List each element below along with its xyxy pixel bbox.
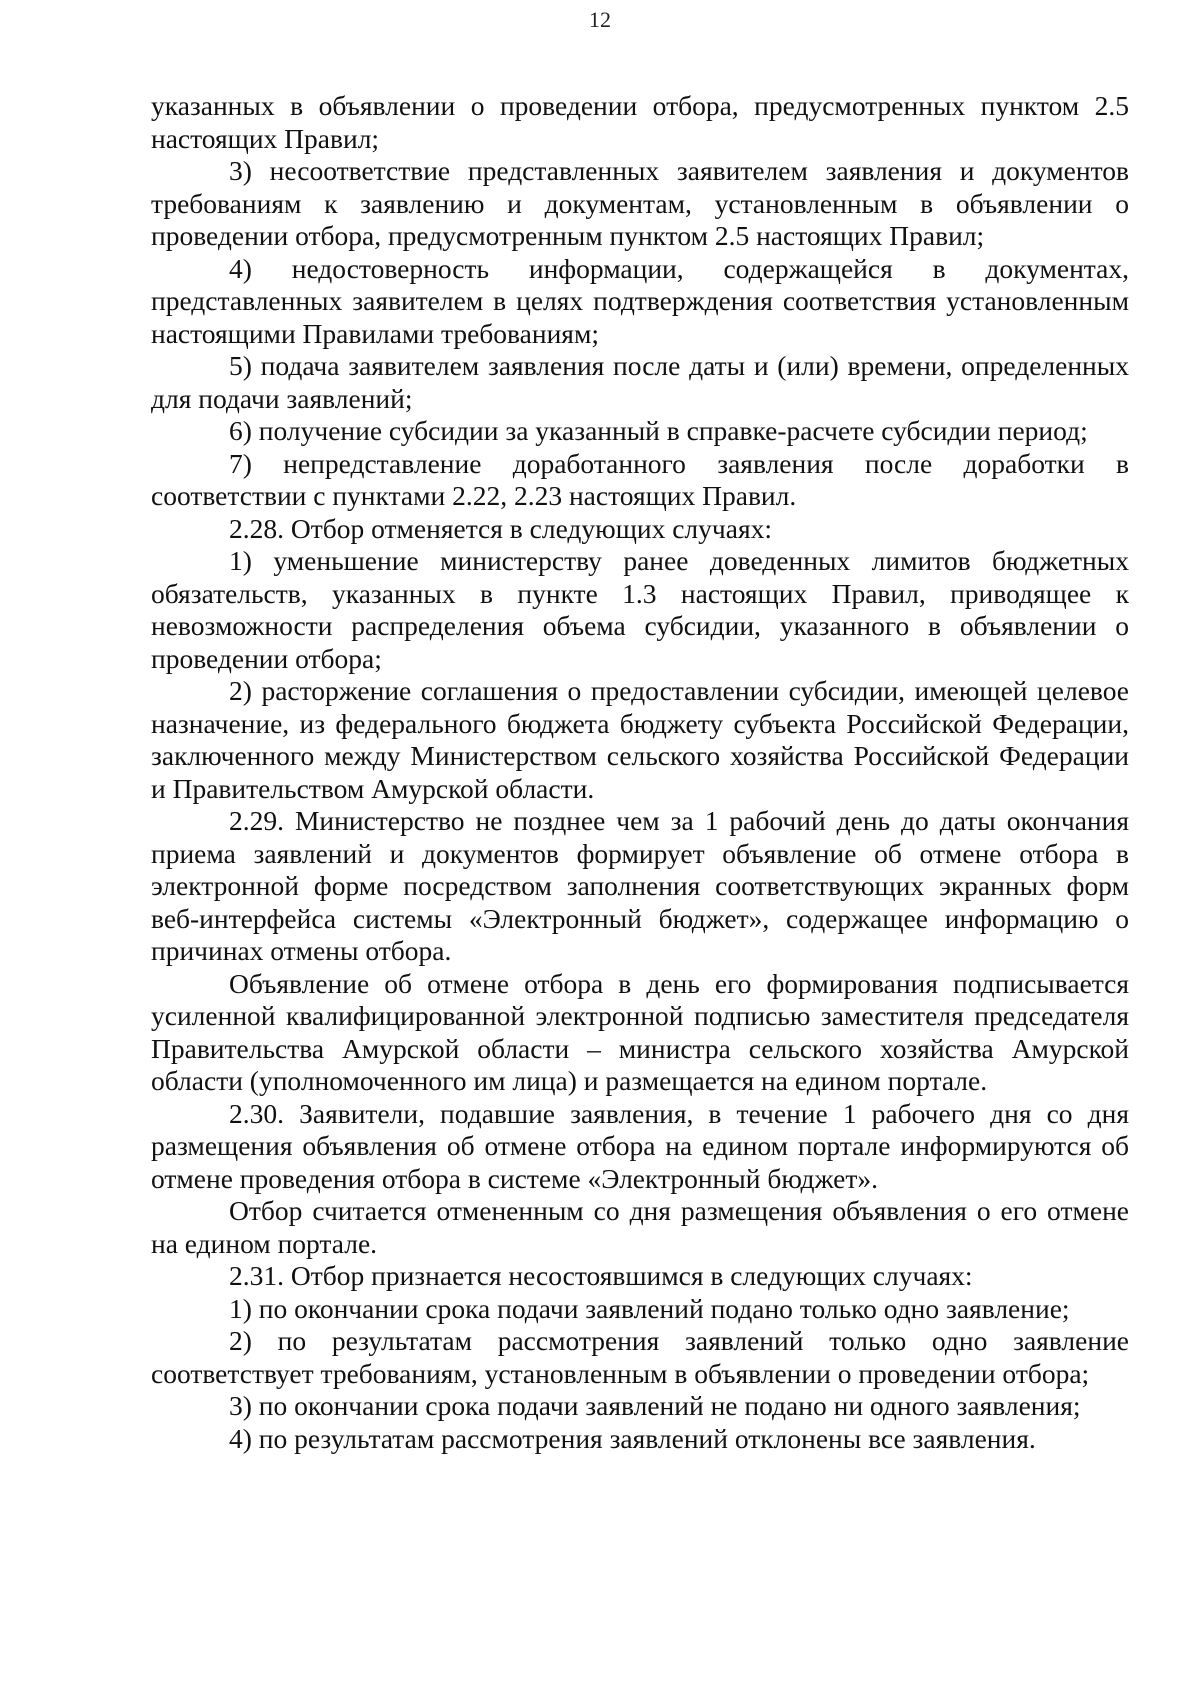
paragraph-7: 2.28. Отбор отменяется в следующих случаях: bbox=[229, 512, 772, 544]
paragraph-4: 5) подача заявителем заявления после даты и (или) времени, определенных для подачи заявлений; bbox=[151, 350, 1129, 414]
paragraph-15: 1) по окончании срока подачи заявлений подано только одно заявление; bbox=[229, 1292, 1070, 1324]
paragraph-10: 2.29. Министерство не позднее чем за 1 рабочий день до даты окончания приема заявлений и документов формирует объявление об отмене отбора в электронной форме посредством заполнения соответствующих экранных форм веб-интерфейса системы «Электронный бюджет», содержащее информацию о причинах отмены отбора. bbox=[151, 805, 1129, 966]
page-number: 12 bbox=[589, 7, 611, 32]
document-body bbox=[151, 90, 1129, 1455]
paragraph-1: указанных в объявлении о проведении отбора, предусмотренных пунктом 2.5 настоящих Правил; bbox=[151, 90, 1129, 154]
paragraph-12: 2.30. Заявители, подавшие заявления, в течение 1 рабочего дня со дня размещения объявления об отмене отбора на едином портале информируются об отмене проведения отбора в системе «Электронный бюджет». bbox=[151, 1097, 1129, 1194]
paragraph-16: 2) по результатам рассмотрения заявлений только одно заявление соответствует требованиям, установленным в объявлении о проведении отбора; bbox=[151, 1325, 1129, 1389]
paragraph-5: 6) получение субсидии за указанный в справке-расчете субсидии период; bbox=[229, 415, 1088, 446]
paragraph-8: 1) уменьшение министерству ранее доведенных лимитов бюджетных обязательств, указанных в пункте 1.3 настоящих Правил, приводящее к невозможности распределения объема субсидии, указанного в объявлении о проведении отбора; bbox=[151, 545, 1129, 674]
paragraph-11: Объявление об отмене отбора в день его формирования подписывается усиленной квалифицированной электронной подписью заместителя председателя Правительства Амурской области – министра сельского хозяйства Амурской области (уполномоченного им лица) и размещается на едином портале. bbox=[151, 967, 1129, 1096]
paragraph-17: 3) по окончании срока подачи заявлений не подано ни одного заявления; bbox=[229, 1390, 1081, 1421]
paragraph-14: 2.31. Отбор признается несостоявшимся в следующих случаях: bbox=[229, 1260, 973, 1291]
paragraph-18: 4) по результатам рассмотрения заявлений отклонены все заявления. bbox=[229, 1422, 1036, 1454]
paragraph-9: 2) расторжение соглашения о предоставлении субсидии, имеющей целевое назначение, из федерального бюджета бюджету субъекта Российской Федерации, заключенного между Министерством сельского хозяйства Российской Федерации и Правительством Амурской области. bbox=[151, 675, 1129, 804]
paragraph-2: 3) несоответствие представленных заявителем заявления и документов требованиям к заявлению и документам, установленным в объявлении о проведении отбора, предусмотренным пунктом 2.5 настоящих Правил; bbox=[151, 155, 1129, 251]
paragraph-13: Отбор считается отмененным со дня размещения объявления о его отмене на едином портале. bbox=[151, 1195, 1129, 1259]
paragraph-3: 4) недостоверность информации, содержащейся в документах, представленных заявителем в целях подтверждения соответствия установленным настоящими Правилами требованиям; bbox=[151, 252, 1129, 349]
paragraph-6: 7) непредставление доработанного заявления после доработки в соответствии с пунктами 2.22, 2.23 настоящих Правил. bbox=[151, 447, 1129, 511]
